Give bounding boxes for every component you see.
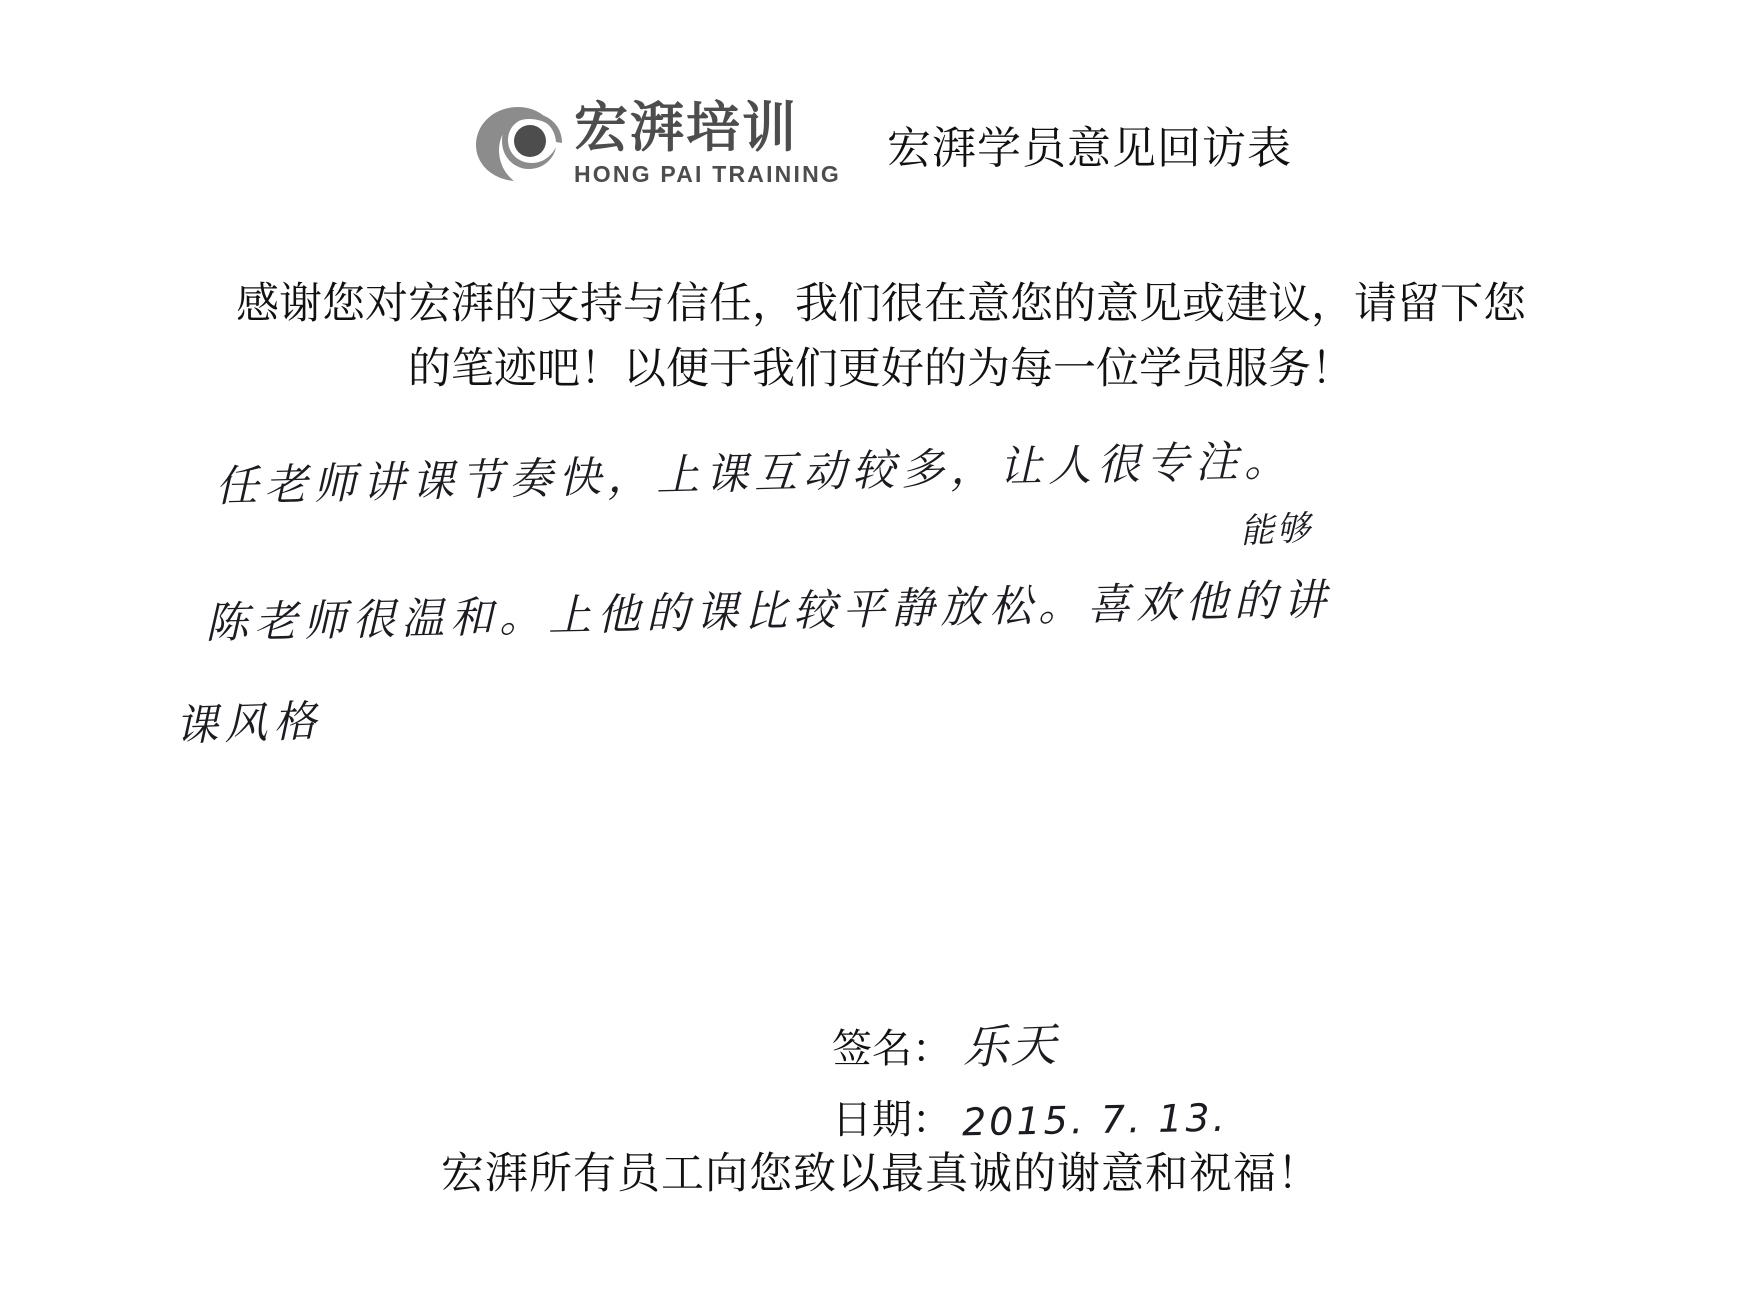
page-title: 宏湃学员意见回访表	[886, 122, 1292, 174]
signature-block	[832, 1010, 1228, 1157]
brand-name-en: HONG PAI TRAINING	[574, 160, 841, 187]
signature-name-label: 签名：	[832, 1026, 952, 1072]
document-header	[0, 96, 1762, 188]
intro-line-1: 感谢您对宏湃的支持与信任，我们很在意您的意见或建议，请留下您	[236, 279, 1526, 329]
signature-date-value: 2015. 7. 13.	[961, 1095, 1229, 1145]
intro-paragraph	[141, 272, 1621, 401]
signature-name-row	[832, 1010, 1228, 1076]
brand-name-cn: 宏湃培训	[574, 96, 798, 159]
handwriting-line-1: 任老师讲课节奏快，上课互动较多，让人很专注。	[214, 435, 1294, 513]
footer-message: 宏湃所有员工向您致以最真诚的谢意和祝福！	[441, 1149, 1321, 1199]
signature-date-label: 日期：	[832, 1097, 952, 1143]
brand-text	[574, 96, 841, 188]
intro-line-2: 的笔迹吧！以便于我们更好的为每一位学员服务！	[408, 343, 1354, 394]
handwriting-insertion: 能够	[1239, 508, 1314, 552]
handwriting-line-3: 课风格	[174, 696, 323, 752]
wave-circle-logo-icon	[470, 101, 566, 187]
handwritten-feedback	[0, 435, 1762, 860]
handwriting-line-2: 陈老师很温和。上他的课比较平静放松。喜欢他的讲	[204, 575, 1333, 649]
signature-date-row	[832, 1088, 1228, 1145]
signature-name-value: 乐天	[961, 1017, 1060, 1075]
brand-logo	[470, 96, 841, 188]
